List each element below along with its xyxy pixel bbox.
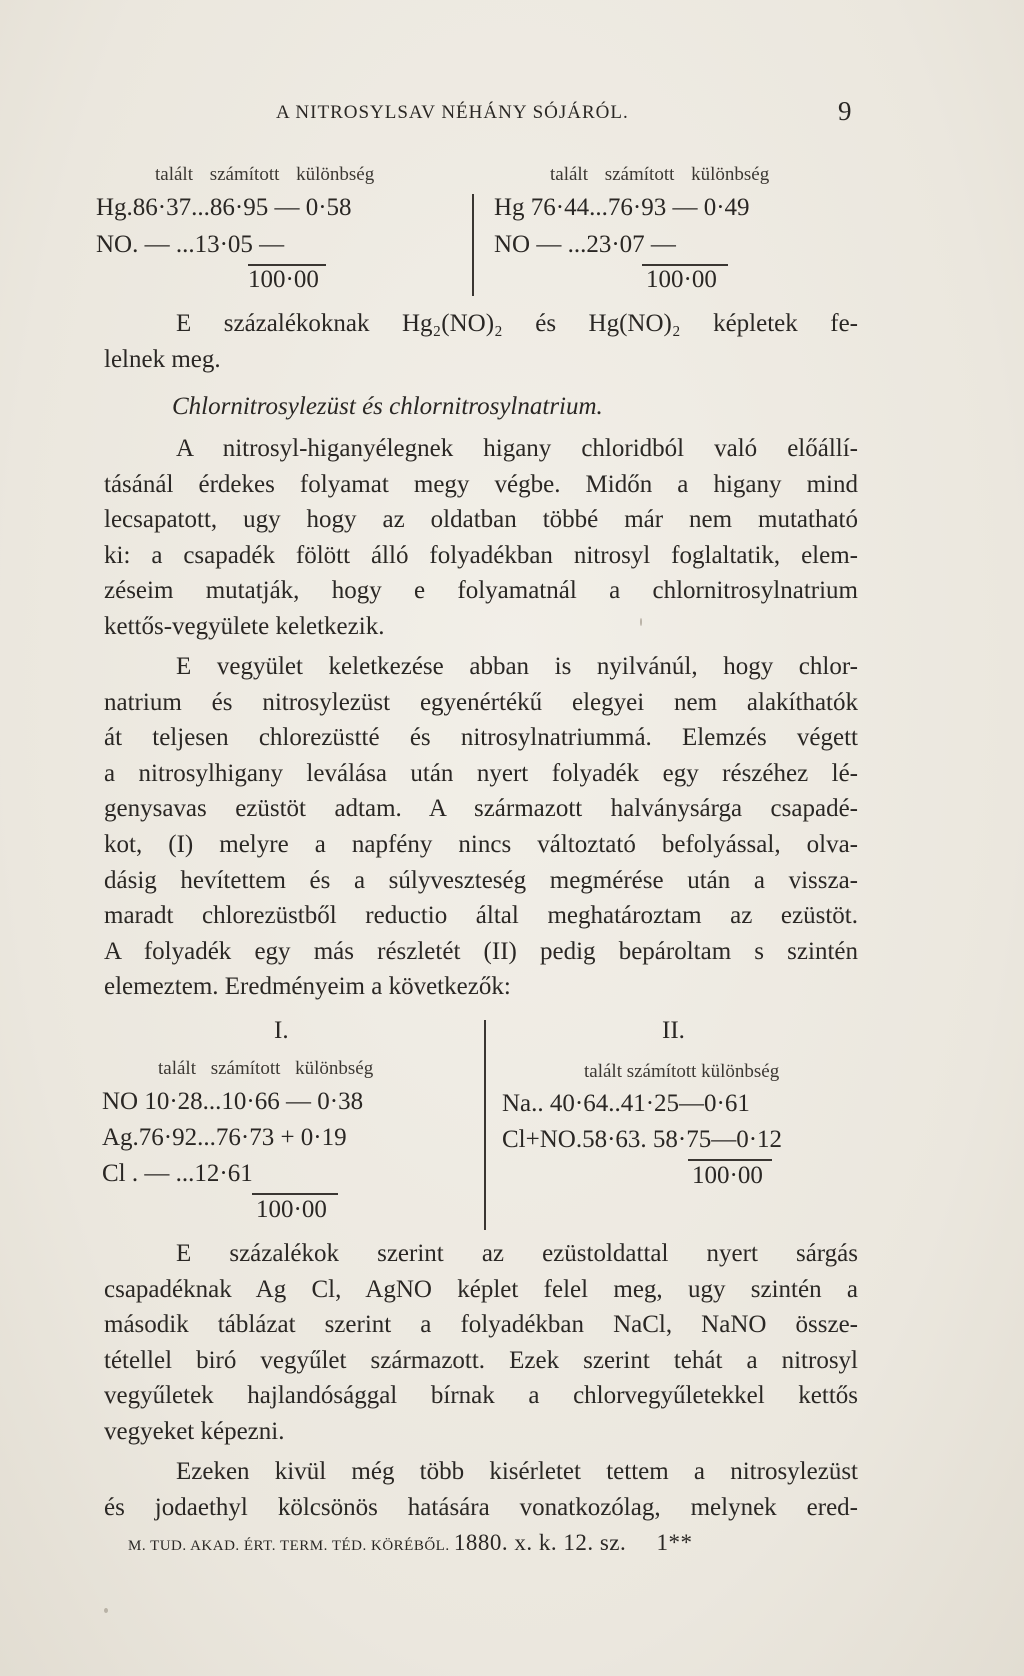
table1-left-total: 100·00 [248,266,319,293]
paragraph-line: Ezeken kivül még több kisérletet tettem a nitrosylezüst [176,1458,858,1485]
table2-left-total: 100·00 [256,1196,327,1223]
paragraph-line: tásánál érdekes folyamat megy végbe. Midőn a higany mind [104,470,858,498]
section-heading: Chlornitrosylezüst és chlornitrosylnatrium. [172,393,603,420]
paragraph-line: tétellel biró vegyűlet származott. Ezek szerint tehát a nitrosyl [104,1346,858,1374]
paragraph-line: E százalékok szerint az ezüstoldattal nyert sárgás [176,1240,858,1267]
table2-right-row-na: Na.. 40·64..41·25—0·61 [502,1090,750,1117]
signature-mark: 1** [656,1530,693,1555]
paragraph-further-experiments [104,1454,858,1525]
table1-divider [472,194,474,296]
page-number: 9 [838,96,852,126]
table2-left-column-headers: talált számított különbség [158,1058,374,1079]
paragraph-line: A nitrosyl-higanyélegnek higany chloridból való előállí- [176,435,858,462]
paragraph-line: kettős-vegyülete keletkezik. [104,612,385,640]
table2-left-row-no: NO 10·28...10·66 — 0·38 [102,1088,364,1115]
paragraph-line: ki: a csapadék fölött álló folyadékban nitrosyl foglaltatik, elem- [104,541,858,569]
journal-footer [128,1530,693,1556]
paragraph-line: natrium és nitrosylezüst egyenértékű elegyei nem alakíthatók [104,688,858,716]
table2-right-sum-rule [688,1159,772,1161]
paragraph-line: kot, (I) melyre a napfény nincs változtató befolyással, olva- [104,830,858,858]
paragraph-line: át teljesen chlorezüstté és nitrosylnatriummá. Elemzés végett [104,724,858,752]
paragraph-line: A folyadék egy más részletét (II) pedig bepároltam s szintén [104,937,858,965]
table2-left-label: I. [274,1017,289,1044]
paragraph-line: E vegyület keletkezése abban is nyilvánúl, hogy chlor- [176,653,858,680]
table2-left-row-ag: Ag.76·92...76·73 + 0·19 [102,1124,347,1151]
running-header: A NITROSYLSAV NÉHÁNY SÓJÁRÓL. [276,102,629,123]
paragraph-line: dásig hevítettem és a súlyveszteség megmérése után a vissza- [104,866,858,894]
paper-speck [640,618,642,626]
table1-left-row-no: NO. — ...13·05 — [96,231,285,258]
table1-right-row-hg: Hg 76·44...76·93 — 0·49 [494,194,750,221]
paragraph-line: második táblázat szerint a folyadékban NaCl, NaNO össze- [104,1311,858,1339]
paragraph-line: elemeztem. Eredményeim a következők: [104,973,511,1001]
table2-right-row-cl-no: Cl+NO.58·63. 58·75—0·12 [502,1126,783,1153]
paragraph-line: maradt chlorezüstből reductio által meghatároztam az ezüstöt. [104,902,858,930]
paragraph-line: és jodaethyl kölcsönös hatására vonatkozólag, melynek ered- [104,1493,858,1521]
paper-speck [104,1608,108,1613]
table2-left-row-cl: Cl . — ...12·61 [102,1160,253,1187]
paragraph-line: genysavas ezüstöt adtam. A származott halványsárga csapadé- [104,795,858,823]
table2-right-column-headers: talált számított különbség [584,1061,780,1082]
journal-issue: 1880. x. k. 12. sz. [453,1530,627,1555]
paragraph-process [104,431,858,645]
paragraph-line: vegyűletek hajlandósággal bírnak a chlorvegyűletekkel kettős [104,1382,858,1410]
table1-left-column-headers: talált számított különbség [155,164,375,185]
paragraph-line: vegyeket képezni. [104,1417,285,1445]
paragraph-line: csapadéknak Ag Cl, AgNO képlet felel meg, ugy szintén a [104,1275,858,1303]
journal-name: M. TUD. AKAD. ÉRT. TERM. TÉD. KÖRÉBŐL. [128,1538,450,1554]
table1-left-row-hg: Hg.86·37...86·95 — 0·58 [96,194,352,221]
table2-divider [484,1020,486,1230]
paragraph-line: a nitrosylhigany leválása után nyert folyadék egy részéhez lé- [104,759,858,787]
table2-right-label: II. [662,1017,685,1044]
table1-right-row-no: NO — ...23·07 — [494,231,676,258]
paragraph-formulas [104,306,858,377]
paragraph-line: lecsapatott, ugy hogy az oldatban többé már nem mutatható [104,506,858,534]
table2-right-total: 100·00 [692,1162,763,1189]
paragraph-experiment [104,649,858,1005]
paragraph-line: lelnek meg. [104,345,221,373]
paragraph-line: E százalékoknak Hg₂(NO)₂ és Hg(NO)₂ képletek fe- [176,310,858,337]
table2-left-sum-rule [252,1193,338,1195]
paragraph-conclusion [104,1236,858,1450]
table1-right-column-headers: talált számított különbség [550,164,770,185]
paragraph-line: zéseim mutatják, hogy e folyamatnál a chlornitrosylnatrium [104,577,858,605]
table1-right-total: 100·00 [646,266,717,293]
